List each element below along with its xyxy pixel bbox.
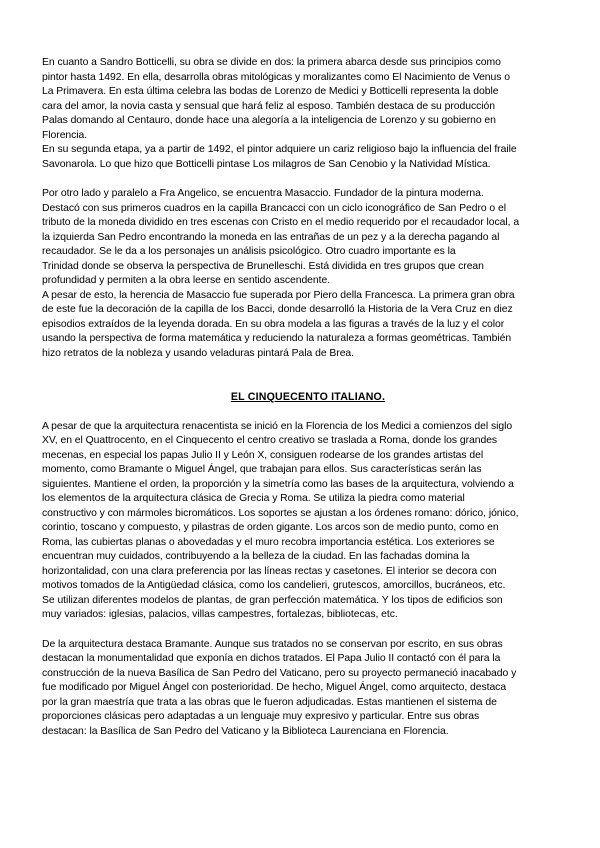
text-line: A pesar de esto, la herencia de Masaccio fue superada por Piero della Francesca. La primera gran obra xyxy=(42,289,515,301)
paragraph-cinquecento xyxy=(42,420,562,623)
text-line: horizontalidad, con una clara preferencia por las líneas rectas y casetones. El interior se decora con xyxy=(42,565,497,577)
document-page xyxy=(42,56,562,739)
text-line: XV, en el Quattrocento, en el Cinquecento el centro creativo se traslada a Roma, donde los grandes xyxy=(42,435,498,446)
paragraph-spacer xyxy=(42,623,562,638)
text-line: de este fue la decoración de la capilla de los Bacci, donde desarrolló la Historia de la Vera Cruz en diez xyxy=(42,304,513,315)
text-line: Roma, las cubiertas planas o abovedadas y el muro recobra importancia estética. Los exteriores se xyxy=(42,536,495,548)
text-line: En cuanto a Sandro Botticelli, su obra se divide en dos: la primera abarca desde sus principios como xyxy=(42,57,501,68)
text-line: En su segunda etapa, ya a partir de 1492, el pintor adquiere un cariz religioso bajo la influencia del fraile xyxy=(42,144,517,155)
text-line: motivos tomados de la Antigüedad clásica, como los candelieri, grutescos, amorcillos, bucráneos, etc. xyxy=(42,580,506,591)
text-line: hizo retratos de la nobleza y usando veladuras pintará Pala de Brea. xyxy=(42,347,354,359)
text-line: usando la perspectiva de forma matemática y reduciendo la naturaleza a formas geométricas. También xyxy=(42,333,512,344)
text-line: tributo de la moneda dividido en tres escenas con Cristo en el medio requerido por el recaudador local, a xyxy=(42,217,520,228)
text-line: Por otro lado y paralelo a Fra Angelico, se encuentra Masaccio. Fundador de la pintura moderna. xyxy=(42,188,484,199)
text-line: mecenas, en especial los papas Julio II y León X, consiguen rodearse de los grandes artistas del xyxy=(42,449,484,461)
text-line: recaudador. Se le da a los personajes un análisis psicológico. Otro cuadro importante es la xyxy=(42,246,456,257)
text-line: Florencia. xyxy=(42,129,88,141)
text-line: corintio, toscano y compuesto, y pilastras de orden gigante. Los arcos son de medio punto, como en xyxy=(42,522,499,533)
paragraph-spacer xyxy=(42,172,562,187)
text-line: constructivo y con mármoles bicromáticos. Los soportes se ajustan a los órdenes romano: dórico, jónico, xyxy=(42,507,519,519)
text-line: A pesar de que la arquitectura renacentista se inició en la Florencia de los Medici a comienzos del siglo xyxy=(42,420,513,432)
text-line: Destacó con sus primeros cuadros en la capilla Brancacci con un ciclo iconográfico de San Pedro o el xyxy=(42,202,506,214)
text-line: destacan la monumentalidad que exponía en dichos tratados. El Papa Julio II contactó con él para la xyxy=(42,653,501,664)
text-line: Trinidad donde se observa la perspectiva de Brunelleschi. Está dividida en tres grupos que crean xyxy=(42,260,484,272)
text-line: fue modificado por Miguel Ángel con posterioridad. De hecho, Miguel Ángel, como arquitecto, destaca xyxy=(42,682,507,693)
text-line: profundidad y permiten a la obra leerse en sentido ascendente. xyxy=(42,275,331,286)
text-line: encuentran muy cuidados, contribuyendo a la belleza de la ciudad. En las fachadas domina la xyxy=(42,551,470,562)
text-line: La Primavera. En esta última celebra las bodas de Lorenzo de Medici y Botticelli representa la doble xyxy=(42,86,499,97)
text-line: los elementos de la arquitectura clásica de Grecia y Roma. Se utiliza la piedra como material xyxy=(42,493,465,504)
text-line: episodios extraídos de la leyenda dorada. En su obra modela a las figuras a través de la luz y el color xyxy=(42,318,505,330)
paragraph-spacer xyxy=(42,361,562,390)
paragraph-masaccio xyxy=(42,187,562,361)
text-line: destacan: la Basílica de San Pedro del Vaticano y la Biblioteca Laurenciana en Florencia. xyxy=(42,725,449,737)
text-line: siguientes. Mantiene el orden, la proporción y la simetría como las bases de la arquitectura, volviendo a xyxy=(42,478,514,490)
text-line: Palas domando al Centauro, donde hace una alegoría a la inteligencia de Lorenzo y su gobierno en xyxy=(42,115,496,126)
section-heading: EL CINQUECENTO ITALIANO. xyxy=(230,391,386,403)
text-line: De la arquitectura destaca Bramante. Aunque sus tratados no se conservan por escrito, en sus obras xyxy=(42,638,503,650)
paragraph-botticelli xyxy=(42,56,562,172)
paragraph-spacer xyxy=(42,405,562,420)
text-line: Savonarola. Lo que hizo que Botticelli pintase Los milagros de San Cenobio y la Natividad Mística. xyxy=(42,158,491,170)
text-line: por la gran maestría que trata a las obras que le fueron adjudicadas. Estas mantienen el sistema de xyxy=(42,696,497,708)
text-line: la izquierda San Pedro encontrando la moneda en las entrañas de un pez y a la derecha pagando al xyxy=(42,231,500,243)
text-line: Se utilizan diferentes modelos de plantas, de gran perfección matemática. Y los tipos de edificios son xyxy=(42,594,503,606)
text-line: proporciones clásicas pero adaptadas a un lenguaje muy expresivo y particular. Entre sus obras xyxy=(42,711,480,722)
paragraph-bramante xyxy=(42,638,562,740)
text-line: pintor hasta 1492. En ella, desarrolla obras mitológicas y moralizantes como El Nacimiento de Venus o xyxy=(42,71,510,83)
text-line: momento, como Bramante o Miguel Ángel, que trabajan para ellos. Sus características serán las xyxy=(42,464,482,475)
text-line: construcción de la nueva Basílica de San Pedro del Vaticano, pero su proyecto permaneció inacabado y xyxy=(42,667,517,679)
text-line: muy variados: iglesias, palacios, villas campestres, fortalezas, bibliotecas, etc. xyxy=(42,609,398,620)
text-line: cara del amor, la novia casta y sensual que hará feliz al esposo. También destaca de su producción xyxy=(42,100,495,112)
